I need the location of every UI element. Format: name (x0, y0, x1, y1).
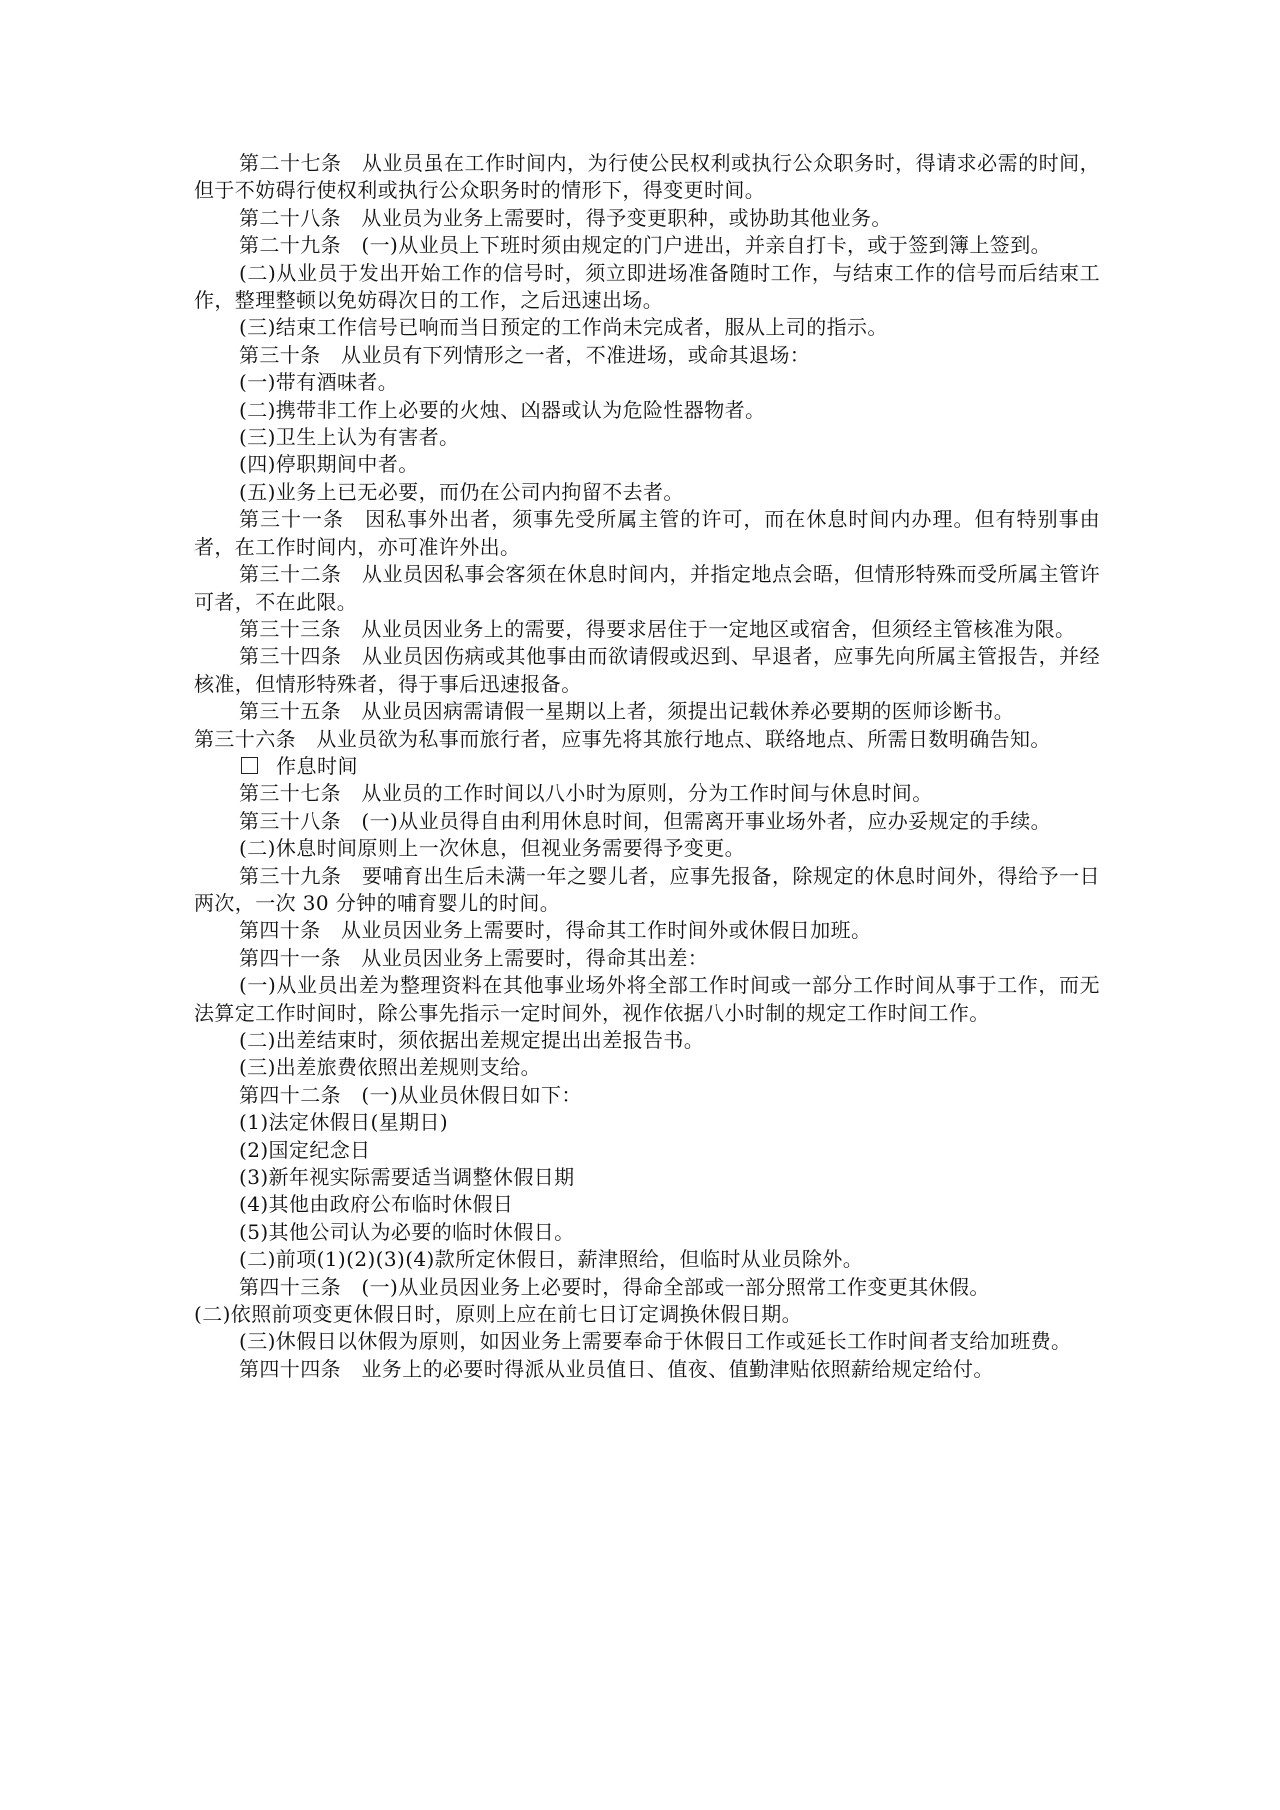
article-38-item-2: (二)休息时间原则上一次休息，但视业务需要得予变更。 (239, 836, 746, 861)
article-41: 第四十一条 从业员因业务上需要时，得命其出差： (239, 945, 709, 970)
article-39: 第三十九条 要哺育出生后未满一年之婴儿者，应事先报备，除规定的休息时间外，得给予一日两次，一次 30 分钟的哺育婴儿的时间。 (194, 863, 1100, 915)
article-42-holiday-1: (1)法定休假日(星期日) (239, 1110, 449, 1135)
article-42-holiday-2: (2)国定纪念日 (239, 1137, 371, 1162)
article-28: 第二十八条 从业员为业务上需要时，得予变更职种，或协助其他业务。 (239, 205, 892, 230)
article-34: 第三十四条 从业员因伤病或其他事由而欲请假或迟到、早退者，应事先向所属主管报告，并经核准，但情形特殊者，得于事后迅速报备。 (194, 644, 1100, 696)
article-42: 第四十二条 (一)从业员休假日如下： (239, 1082, 582, 1107)
paragraph-group-1 (194, 150, 1100, 753)
article-27: 第二十七条 从业员虽在工作时间内，为行使公民权利或执行公众职务时，得请求必需的时间，但于不妨碍行使权利或执行公众职务时的情形下，得变更时间。 (194, 151, 1100, 203)
article-30-item-3: (三)卫生上认为有害者。 (239, 425, 460, 450)
checkbox-square-icon (241, 757, 258, 774)
article-42-item-2: (二)前项(1)(2)(3)(4)款所定休假日，薪津照给，但临时从业员除外。 (239, 1247, 864, 1272)
article-40: 第四十条 从业员因业务上需要时，得命其工作时间外或休假日加班。 (239, 918, 872, 943)
section-heading (194, 753, 1100, 780)
article-43-item-3: (三)休假日以休假为原则，如因业务上需要奉命于休假日工作或延长工作时间者支给加班费。 (239, 1329, 1072, 1354)
article-30-item-4: (四)停职期间中者。 (239, 452, 419, 477)
article-44: 第四十四条 业务上的必要时得派从业员值日、值夜、值勤津贴依照薪给规定给付。 (239, 1356, 994, 1381)
article-30-item-5: (五)业务上已无必要，而仍在公司内拘留不去者。 (239, 479, 684, 504)
article-35: 第三十五条 从业员因病需请假一星期以上者，须提出记载休养必要期的医师诊断书。 (239, 699, 1015, 724)
article-30: 第三十条 从业员有下列情形之一者，不准进场，或命其退场： (239, 342, 811, 367)
article-30-item-1: (一)带有酒味者。 (239, 370, 399, 395)
article-32: 第三十二条 从业员因私事会客须在休息时间内，并指定地点会晤，但情形特殊而受所属主管许可者，不在此限。 (194, 562, 1100, 614)
paragraph-group-2 (194, 780, 1100, 1383)
article-42-holiday-4: (4)其他由政府公布临时休假日 (239, 1192, 514, 1217)
article-29-item-3: (三)结束工作信号已响而当日预定的工作尚未完成者，服从上司的指示。 (239, 315, 888, 340)
article-42-holiday-3: (3)新年视实际需要适当调整休假日期 (239, 1165, 575, 1190)
article-33: 第三十三条 从业员因业务上的需要，得要求居住于一定地区或宿舍，但须经主管核准为限。 (239, 616, 1076, 641)
article-43: 第四十三条 (一)从业员因业务上必要时，得命全部或一部分照常工作变更其休假。 (239, 1274, 990, 1299)
document-page (194, 150, 1100, 1383)
article-37: 第三十七条 从业员的工作时间以八小时为原则，分为工作时间与休息时间。 (239, 781, 933, 806)
article-42-holiday-5: (5)其他公司认为必要的临时休假日。 (239, 1219, 575, 1244)
article-36: 第三十六条 从业员欲为私事而旅行者，应事先将其旅行地点、联络地点、所需日数明确告知。 (194, 726, 1051, 751)
article-41-item-1: (一)从业员出差为整理资料在其他事业场外将全部工作时间或一部分工作时间从事于工作，而无法算定工作时间时，除公事先指示一定时间外，视作依据八小时制的规定工作时间工作。 (194, 973, 1100, 1025)
article-29-item-2: (二)从业员于发出开始工作的信号时，须立即进场准备随时工作，与结束工作的信号而后结束工作，整理整顿以免妨碍次日的工作，之后迅速出场。 (194, 260, 1100, 313)
section-heading-text: 作息时间 (276, 753, 358, 778)
article-41-item-2: (二)出差结束时，须依据出差规定提出出差报告书。 (239, 1028, 705, 1052)
article-31: 第三十一条 因私事外出者，须事先受所属主管的许可，而在休息时间内办理。但有特别事由者，在工作时间内，亦可准许外出。 (194, 507, 1100, 559)
article-41-item-3: (三)出差旅费依照出差规则支给。 (239, 1055, 542, 1080)
article-29: 第二十九条 (一)从业员上下班时须由规定的门户进出，并亲自打卡，或于签到簿上签到。 (239, 233, 1052, 258)
article-38: 第三十八条 (一)从业员得自由利用休息时间，但需离开事业场外者，应办妥规定的手续。 (239, 808, 1052, 833)
article-43-item-2: (二)依照前项变更休假日时，原则上应在前七日订定调换休假日期。 (194, 1302, 803, 1327)
article-30-item-2: (二)携带非工作上必要的火烛、凶器或认为危险性器物者。 (239, 397, 766, 422)
